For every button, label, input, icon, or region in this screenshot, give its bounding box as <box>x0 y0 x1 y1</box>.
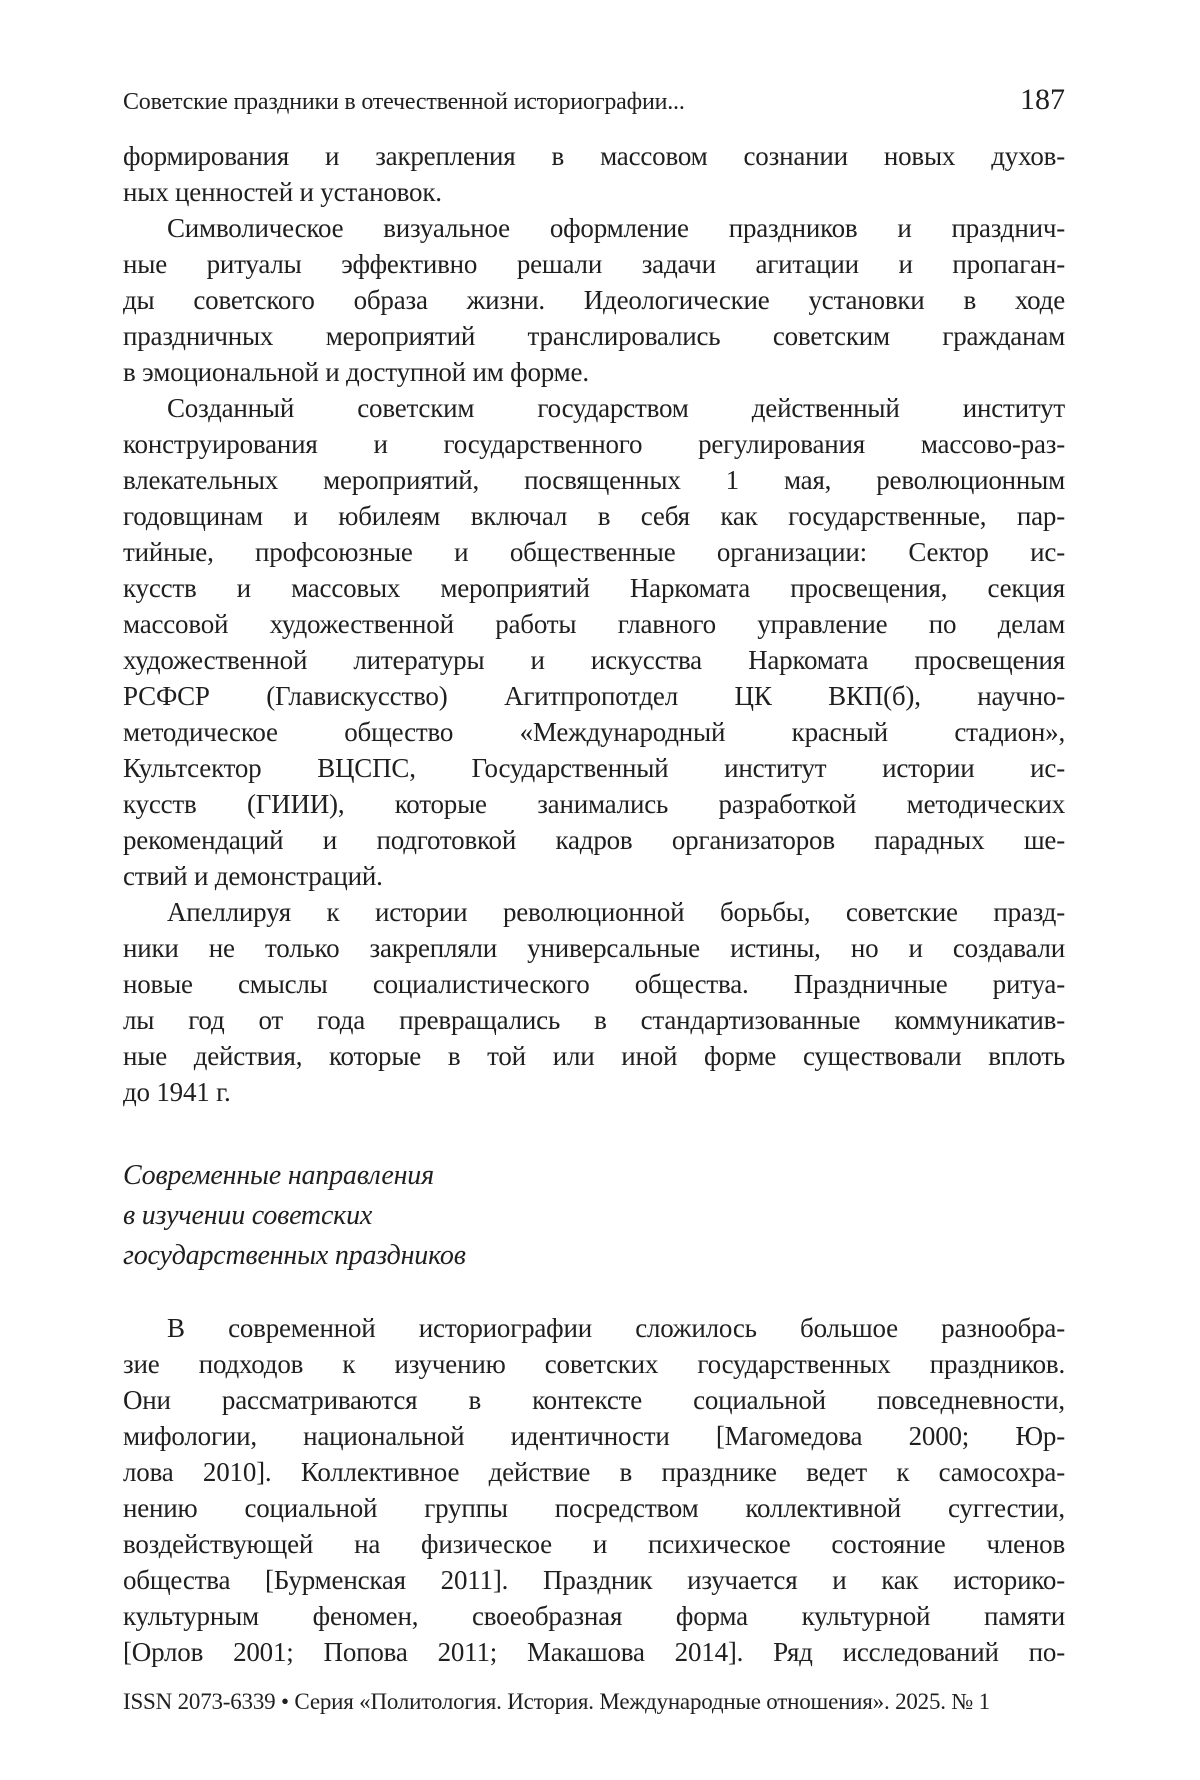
text-line: Культсектор ВЦСПС, Государственный институт истории ис- <box>123 753 1065 783</box>
section-heading <box>123 1156 1065 1276</box>
text-line: рекомендаций и подготовкой кадров организаторов парадных ше- <box>123 825 1065 855</box>
text-line: [Орлов 2001; Попова 2011; Макашова 2014]. Ряд исследований по- <box>123 1637 1065 1667</box>
section-heading-line: Современные направления <box>123 1160 434 1191</box>
text-line: В современной историографии сложилось большое разнообра- <box>167 1313 1065 1343</box>
page-body <box>123 138 1065 1670</box>
text-line: Созданный советским государством действенный институт <box>167 393 1065 423</box>
text-line: лова 2010]. Коллективное действие в празднике ведет к самосохра- <box>123 1457 1065 1487</box>
text-line: Они рассматриваются в контексте социальной повседневности, <box>123 1385 1065 1415</box>
text-line: лы год от года превращались в стандартизованные коммуникатив- <box>123 1005 1065 1035</box>
text-line: культурным феномен, своеобразная форма культурной памяти <box>123 1601 1065 1631</box>
running-title: Советские праздники в отечественной историографии... <box>123 89 685 115</box>
text-line: массовой художественной работы главного управление по делам <box>123 609 1065 639</box>
section-heading-line: государственных праздников <box>123 1240 466 1271</box>
running-head <box>123 82 1065 118</box>
text-line: ствий и демонстраций. <box>123 861 383 891</box>
text-line: влекательных мероприятий, посвященных 1 мая, революционным <box>123 465 1065 495</box>
text-line: Символическое визуальное оформление праздников и празднич- <box>167 213 1065 243</box>
text-line: в эмоциональной и доступной им форме. <box>123 357 589 387</box>
text-line: ники не только закрепляли универсальные истины, но и создавали <box>123 933 1065 963</box>
text-line: нению социальной группы посредством коллективной суггестии, <box>123 1493 1065 1523</box>
text-line: ные действия, которые в той или иной форме существовали вплоть <box>123 1041 1065 1071</box>
text-line: воздействующей на физическое и психическое состояние членов <box>123 1529 1065 1559</box>
text-line: зие подходов к изучению советских государственных праздников. <box>123 1349 1065 1379</box>
paragraph <box>123 138 1065 210</box>
text-line: Апеллируя к истории революционной борьбы, советские празд- <box>167 897 1065 927</box>
text-line: формирования и закрепления в массовом сознании новых духов- <box>123 141 1065 171</box>
text-line: конструирования и государственного регулирования массово-раз- <box>123 429 1065 459</box>
text-line: ды советского образа жизни. Идеологические установки в ходе <box>123 285 1065 315</box>
text-line: кусств и массовых мероприятий Наркомата просвещения, секция <box>123 573 1065 603</box>
paragraph <box>123 1310 1065 1670</box>
text-line: ных ценностей и установок. <box>123 177 442 207</box>
paragraph <box>123 894 1065 1110</box>
text-line: общества [Бурменская 2011]. Праздник изучается и как историко- <box>123 1565 1065 1595</box>
paragraph <box>123 390 1065 894</box>
text-line: методическое общество «Международный красный стадион», <box>123 717 1065 747</box>
text-line: РСФСР (Главискусство) Агитпропотдел ЦК ВКП(б), научно- <box>123 681 1065 711</box>
text-line: до 1941 г. <box>123 1077 231 1107</box>
text-line: тийные, профсоюзные и общественные организации: Сектор ис- <box>123 537 1065 567</box>
text-line: кусств (ГИИИ), которые занимались разработкой методических <box>123 789 1065 819</box>
text-line: художественной литературы и искусства Наркомата просвещения <box>123 645 1065 675</box>
text-line: ные ритуалы эффективно решали задачи агитации и пропаган- <box>123 249 1065 279</box>
paragraph <box>123 210 1065 390</box>
text-line: праздничных мероприятий транслировались советским гражданам <box>123 321 1065 351</box>
text-line: новые смыслы социалистического общества. Праздничные ритуа- <box>123 969 1065 999</box>
journal-footer: ISSN 2073-6339 • Серия «Политология. История. Международные отношения». 2025. № 1 <box>123 1689 990 1714</box>
page-number: 187 <box>1020 83 1065 116</box>
text-line: мифологии, национальной идентичности [Магомедова 2000; Юр- <box>123 1421 1065 1451</box>
text-line: годовщинам и юбилеям включал в себя как государственные, пар- <box>123 501 1065 531</box>
section-heading-line: в изучении советских <box>123 1200 373 1231</box>
